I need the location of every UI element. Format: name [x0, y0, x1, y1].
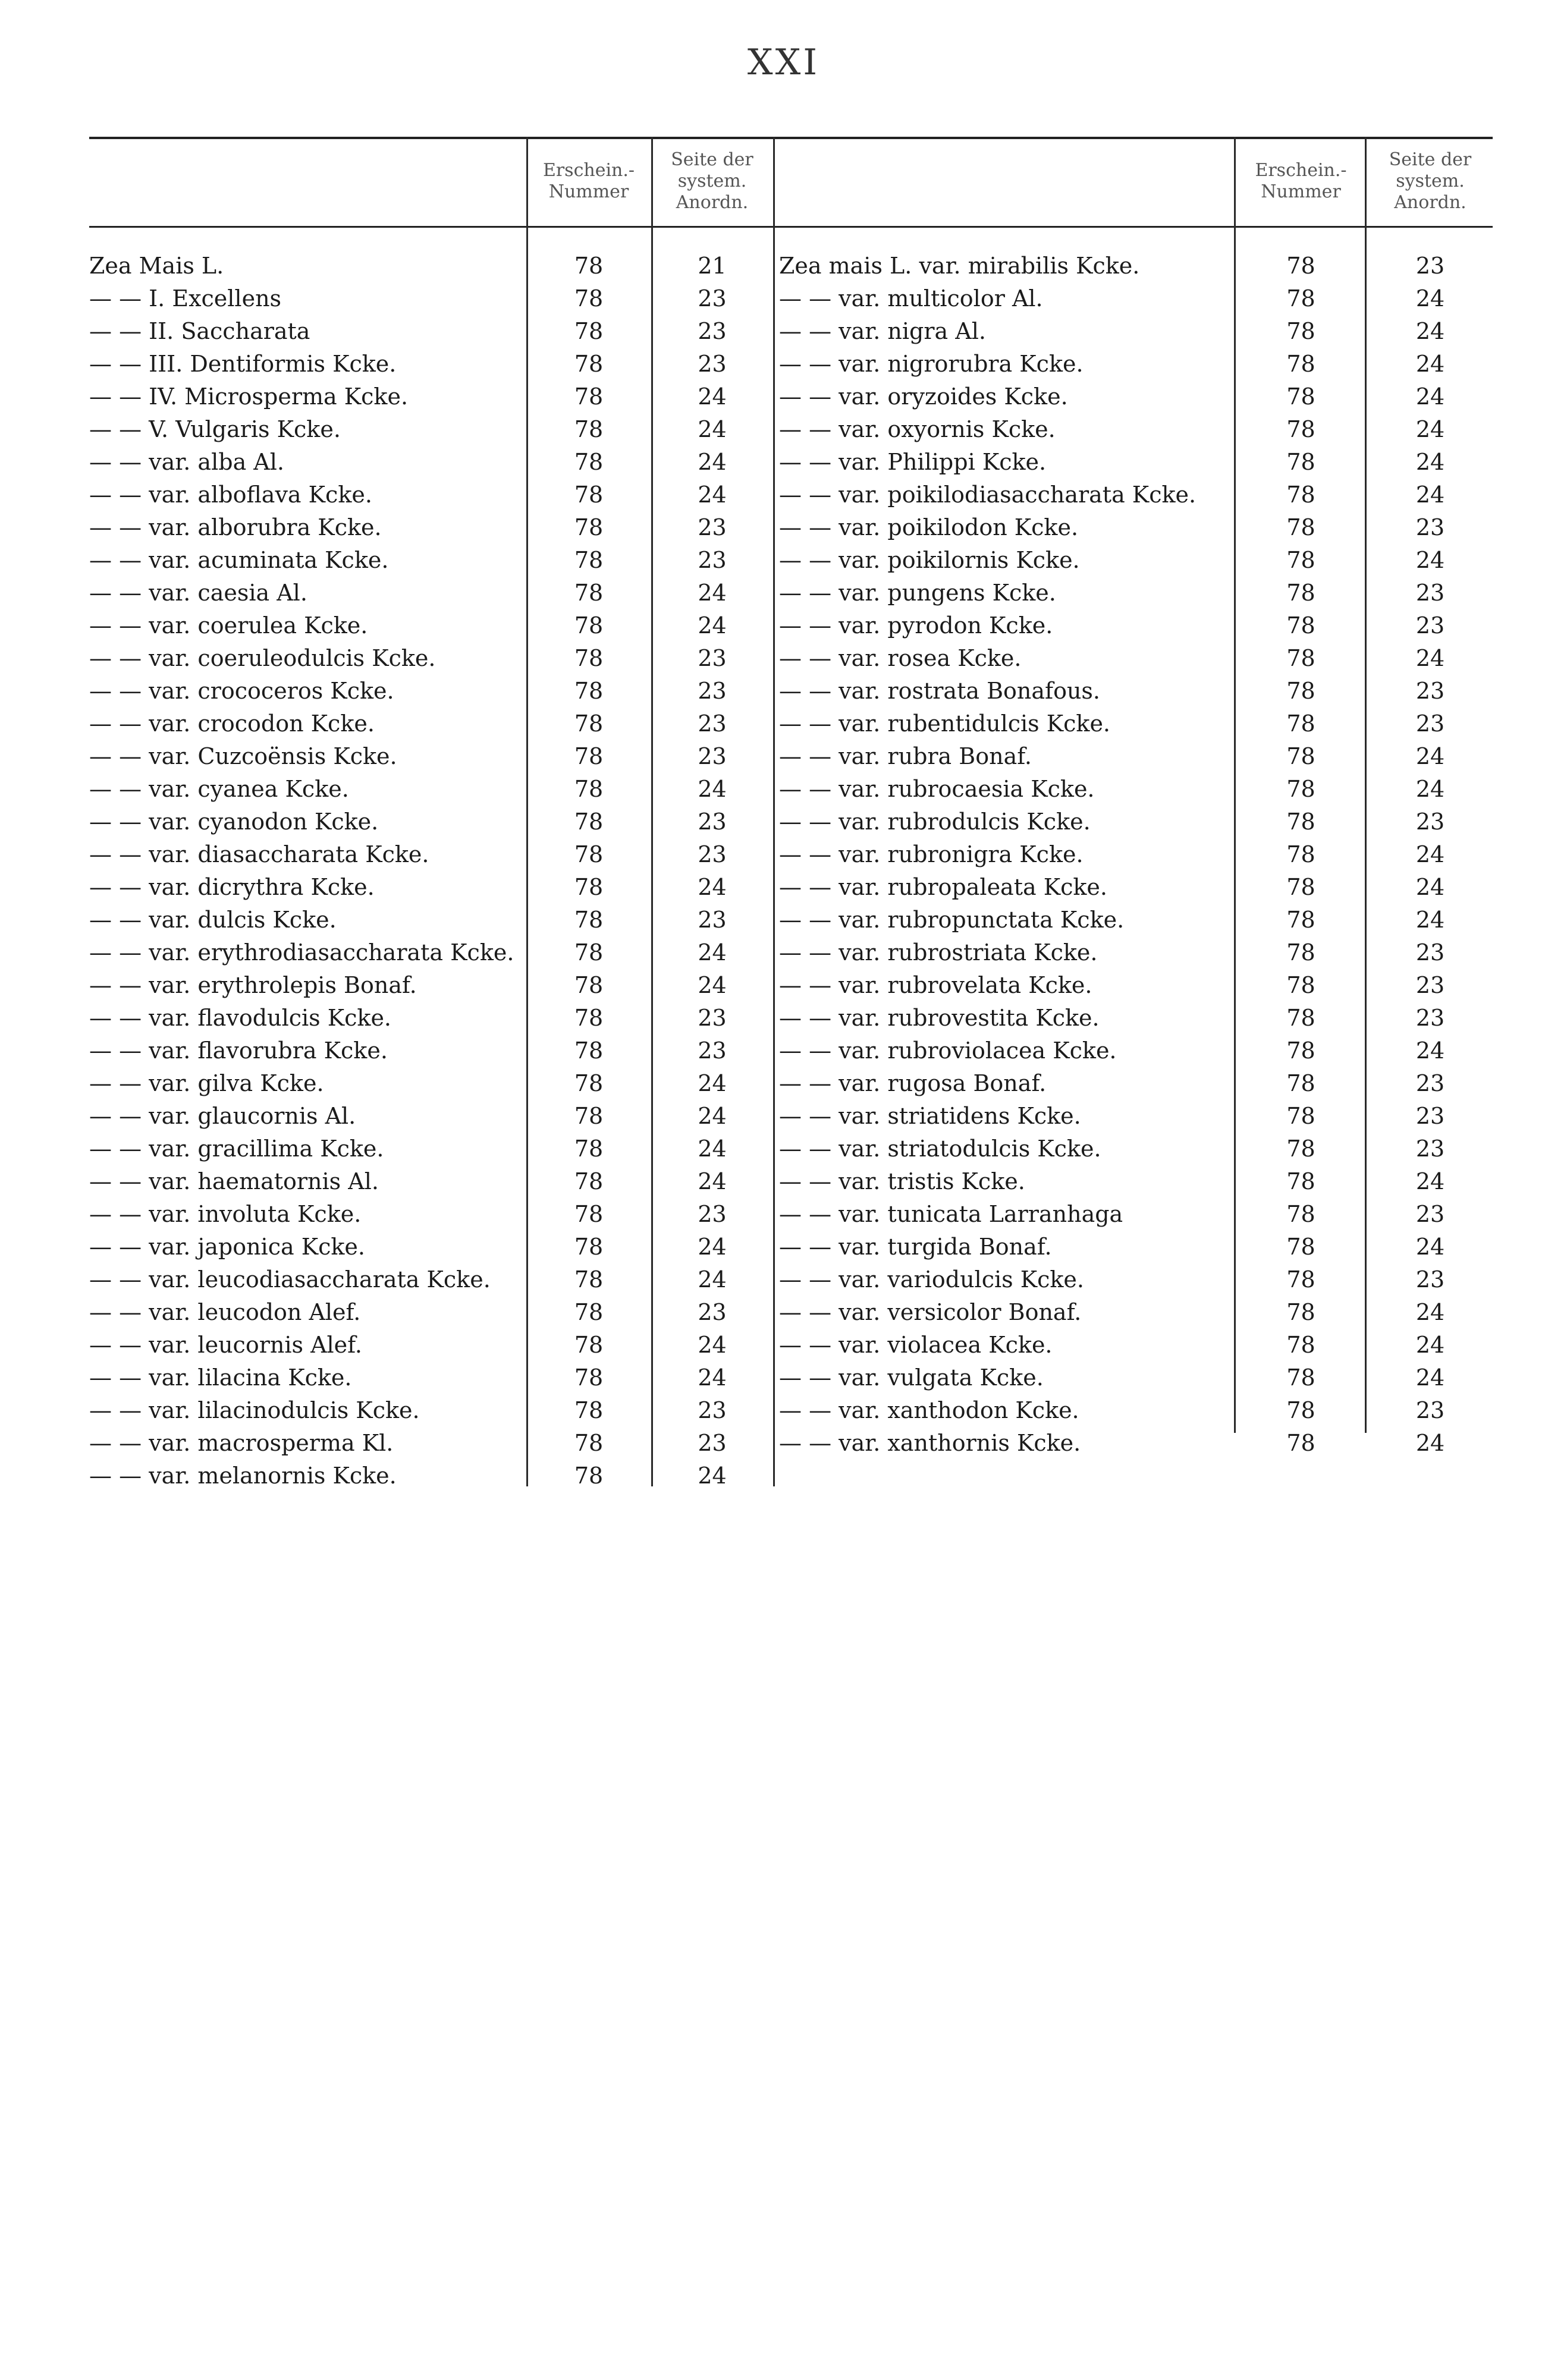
index-entry-page: 24	[698, 1070, 727, 1096]
index-entry-name: — — var. coerulea Kcke.	[89, 612, 368, 639]
index-entry-page: 23	[698, 318, 727, 344]
index-entry-page: 24	[698, 383, 727, 410]
index-entry-num: 78	[574, 547, 604, 573]
index-entry-page: 23	[1415, 1397, 1445, 1423]
divider-right-page	[1365, 137, 1367, 1433]
index-entry-name: — — var. xanthornis Kcke.	[779, 1430, 1081, 1456]
index-entry-num: 78	[574, 1299, 604, 1325]
index-entry-name: — — var. Cuzcoënsis Kcke.	[89, 743, 397, 769]
index-entry-page: 24	[1415, 416, 1445, 442]
index-entry-page: 24	[698, 416, 727, 442]
index-entry-page: 24	[698, 449, 727, 475]
index-entry-num: 78	[1286, 645, 1315, 671]
index-entry-name: — — var. xanthodon Kcke.	[779, 1397, 1079, 1423]
index-entry-name: — — var. erythrodiasaccharata Kcke.	[89, 939, 514, 966]
index-entry-page: 24	[698, 1136, 727, 1162]
index-entry-page: 23	[698, 678, 727, 704]
index-entry-name: — — var. haematornis Al.	[89, 1168, 379, 1194]
index-entry-name: — — var. poikilornis Kcke.	[779, 547, 1080, 573]
header-seite-left: Seite der system. Anordn.	[671, 149, 753, 213]
index-entry-page: 24	[1415, 547, 1445, 573]
index-entry-name: — — var. Philippi Kcke.	[779, 449, 1047, 475]
index-entry-name: — — var. nigra Al.	[779, 318, 986, 344]
index-table	[89, 137, 1493, 1489]
index-entry-name: — — I. Excellens	[89, 285, 282, 312]
index-entry-name: Zea Mais L.	[89, 253, 224, 279]
index-entry-name: — — II. Saccharata	[89, 318, 310, 344]
header-seite-right: Seite der system. Anordn.	[1389, 149, 1472, 213]
header-rule	[89, 226, 1493, 228]
index-entry-name: — — var. versicolor Bonaf.	[779, 1299, 1082, 1325]
index-entry-num: 78	[574, 1397, 604, 1423]
index-entry-num: 78	[574, 1266, 604, 1293]
index-entry-page: 24	[698, 1332, 727, 1358]
index-entry-page: 23	[1415, 972, 1445, 998]
index-entry-name: — — var. gilva Kcke.	[89, 1070, 324, 1096]
index-entry-page: 24	[1415, 841, 1445, 867]
index-entry-num: 78	[1286, 482, 1315, 508]
index-entry-num: 78	[574, 1463, 604, 1489]
index-entry-page: 24	[1415, 383, 1445, 410]
index-entry-name: — — var. rostrata Bonafous.	[779, 678, 1100, 704]
index-entry-num: 78	[574, 1430, 604, 1456]
index-entry-page: 23	[698, 1299, 727, 1325]
index-entry-page: 24	[698, 939, 727, 966]
index-entry-name: — — var. poikilodiasaccharata Kcke.	[779, 482, 1197, 508]
index-entry-num: 78	[574, 612, 604, 639]
index-entry-num: 78	[1286, 743, 1315, 769]
index-entry-page: 24	[1415, 1234, 1445, 1260]
index-entry-num: 78	[574, 482, 604, 508]
index-entry-name: — — var. violacea Kcke.	[779, 1332, 1053, 1358]
index-entry-name: — — var. rubrocaesia Kcke.	[779, 776, 1095, 802]
index-entry-page: 23	[698, 809, 727, 835]
index-entry-num: 78	[574, 449, 604, 475]
index-entry-num: 78	[1286, 1136, 1315, 1162]
index-entry-num: 78	[574, 253, 604, 279]
index-entry-num: 78	[574, 1070, 604, 1096]
index-entry-name: — — var. rubronigra Kcke.	[779, 841, 1084, 867]
index-entry-page: 23	[1415, 1136, 1445, 1162]
header-erschein-left: Erschein.-Nummer	[542, 160, 635, 202]
page-number: XXI	[747, 42, 820, 83]
index-entry-num: 78	[574, 1005, 604, 1031]
index-entry-num: 78	[1286, 1430, 1315, 1456]
index-entry-page: 24	[1415, 1430, 1445, 1456]
index-entry-num: 78	[1286, 1299, 1315, 1325]
index-entry-name: — — var. rugosa Bonaf.	[779, 1070, 1047, 1096]
index-entry-page: 24	[698, 1266, 727, 1293]
index-entry-num: 78	[574, 1136, 604, 1162]
index-entry-name: — — IV. Microsperma Kcke.	[89, 383, 409, 410]
index-entry-num: 78	[1286, 1103, 1315, 1129]
index-entry-name: — — var. gracillima Kcke.	[89, 1136, 384, 1162]
index-entry-num: 78	[1286, 1365, 1315, 1391]
index-entry-num: 78	[1286, 612, 1315, 639]
index-entry-num: 78	[574, 1332, 604, 1358]
index-entry-name: — — var. melanornis Kcke.	[89, 1463, 397, 1489]
index-entry-num: 78	[574, 1234, 604, 1260]
index-entry-page: 23	[1415, 1070, 1445, 1096]
index-entry-num: 78	[1286, 1397, 1315, 1423]
index-entry-num: 78	[1286, 907, 1315, 933]
index-entry-name: — — var. rubrovelata Kcke.	[779, 972, 1092, 998]
index-entry-name: — — V. Vulgaris Kcke.	[89, 416, 341, 442]
index-entry-name: — — var. pungens Kcke.	[779, 580, 1056, 606]
index-entry-name: — — var. crocodon Kcke.	[89, 710, 375, 737]
index-entry-num: 78	[574, 1037, 604, 1064]
index-entry-name: — — var. nigrorubra Kcke.	[779, 351, 1084, 377]
index-entry-page: 24	[698, 1234, 727, 1260]
index-entry-name: — — var. poikilodon Kcke.	[779, 514, 1079, 540]
index-entry-page: 24	[1415, 776, 1445, 802]
index-entry-page: 24	[698, 482, 727, 508]
index-entry-page: 24	[1415, 874, 1445, 900]
index-entry-num: 78	[1286, 841, 1315, 867]
index-entry-num: 78	[1286, 1005, 1315, 1031]
index-entry-page: 23	[698, 547, 727, 573]
index-entry-page: 23	[1415, 1266, 1445, 1293]
index-entry-name: — — var. erythrolepis Bonaf.	[89, 972, 417, 998]
index-entry-name: — — var. rubroviolacea Kcke.	[779, 1037, 1117, 1064]
index-entry-name: — — var. rubrostriata Kcke.	[779, 939, 1098, 966]
index-entry-name: — — var. cyanea Kcke.	[89, 776, 349, 802]
index-entry-page: 24	[1415, 1332, 1445, 1358]
index-entry-page: 23	[698, 285, 727, 312]
index-entry-num: 78	[574, 1365, 604, 1391]
index-entry-num: 78	[574, 972, 604, 998]
index-entry-page: 24	[698, 580, 727, 606]
divider-left-num	[526, 137, 528, 1486]
index-entry-page: 24	[698, 874, 727, 900]
index-entry-name: — — III. Dentiformis Kcke.	[89, 351, 397, 377]
index-entry-page: 23	[698, 1037, 727, 1064]
index-entry-num: 78	[1286, 1332, 1315, 1358]
index-entry-page: 23	[1415, 253, 1445, 279]
index-entry-name: — — var. cyanodon Kcke.	[89, 809, 379, 835]
index-entry-num: 78	[1286, 449, 1315, 475]
index-entry-num: 78	[1286, 972, 1315, 998]
index-entry-page: 24	[1415, 743, 1445, 769]
index-entry-page: 23	[1415, 514, 1445, 540]
index-entry-name: — — var. rubra Bonaf.	[779, 743, 1032, 769]
index-entry-num: 78	[574, 939, 604, 966]
index-entry-num: 78	[574, 416, 604, 442]
index-entry-page: 24	[1415, 1168, 1445, 1194]
index-entry-page: 24	[1415, 351, 1445, 377]
index-entry-name: — — var. vulgata Kcke.	[779, 1365, 1044, 1391]
index-entry-num: 78	[1286, 351, 1315, 377]
index-entry-name: — — var. variodulcis Kcke.	[779, 1266, 1084, 1293]
index-entry-num: 78	[1286, 710, 1315, 737]
index-entry-page: 23	[698, 351, 727, 377]
index-entry-page: 23	[1415, 678, 1445, 704]
index-entry-page: 21	[698, 253, 727, 279]
index-entry-page: 23	[1415, 612, 1445, 639]
index-entry-num: 78	[1286, 678, 1315, 704]
index-entry-page: 23	[698, 907, 727, 933]
index-entry-page: 24	[698, 1365, 727, 1391]
index-entry-num: 78	[574, 907, 604, 933]
index-entry-num: 78	[1286, 939, 1315, 966]
index-entry-page: 24	[1415, 318, 1445, 344]
index-entry-num: 78	[574, 809, 604, 835]
index-entry-name: — — var. oryzoides Kcke.	[779, 383, 1068, 410]
index-entry-name: — — var. involuta Kcke.	[89, 1201, 362, 1227]
index-entry-name: — — var. leucodiasaccharata Kcke.	[89, 1266, 491, 1293]
index-entry-num: 78	[1286, 809, 1315, 835]
index-entry-num: 78	[574, 776, 604, 802]
index-entry-name: — — var. multicolor Al.	[779, 285, 1043, 312]
index-entry-name: — — var. acuminata Kcke.	[89, 547, 389, 573]
index-entry-page: 23	[698, 1430, 727, 1456]
index-entry-page: 23	[1415, 710, 1445, 737]
index-entry-num: 78	[574, 285, 604, 312]
index-entry-page: 24	[1415, 285, 1445, 312]
index-entry-num: 78	[574, 710, 604, 737]
index-entry-page: 23	[698, 514, 727, 540]
index-entry-name: — — var. japonica Kcke.	[89, 1234, 365, 1260]
index-entry-num: 78	[574, 383, 604, 410]
index-entry-page: 24	[1415, 1299, 1445, 1325]
index-entry-num: 78	[1286, 1266, 1315, 1293]
index-entry-num: 78	[574, 318, 604, 344]
index-entry-page: 23	[698, 1201, 727, 1227]
index-entry-name: — — var. flavorubra Kcke.	[89, 1037, 388, 1064]
index-entry-name: — — var. rubrodulcis Kcke.	[779, 809, 1091, 835]
divider-right-num	[1234, 137, 1236, 1433]
index-entry-page: 23	[698, 1005, 727, 1031]
index-entry-name: — — var. rubropaleata Kcke.	[779, 874, 1107, 900]
index-entry-page: 24	[1415, 449, 1445, 475]
index-entry-page: 24	[698, 972, 727, 998]
index-entry-name: — — var. dicrythra Kcke.	[89, 874, 375, 900]
index-entry-page: 24	[698, 1168, 727, 1194]
index-entry-num: 78	[1286, 776, 1315, 802]
index-entry-page: 24	[1415, 907, 1445, 933]
index-entry-name: — — var. coeruleodulcis Kcke.	[89, 645, 436, 671]
index-entry-name: — — var. leucodon Alef.	[89, 1299, 361, 1325]
index-entry-page: 23	[1415, 809, 1445, 835]
index-entry-name: — — var. tunicata Larranhaga	[779, 1201, 1123, 1227]
index-entry-name: — — var. turgida Bonaf.	[779, 1234, 1052, 1260]
index-entry-num: 78	[1286, 547, 1315, 573]
index-entry-num: 78	[1286, 383, 1315, 410]
index-entry-num: 78	[574, 514, 604, 540]
index-entry-num: 78	[1286, 416, 1315, 442]
index-entry-page: 24	[698, 776, 727, 802]
index-entry-page: 23	[698, 841, 727, 867]
index-entry-page: 23	[1415, 1005, 1445, 1031]
index-entry-page: 24	[1415, 482, 1445, 508]
index-entry-name: — — var. rubentidulcis Kcke.	[779, 710, 1111, 737]
index-entry-page: 24	[1415, 1037, 1445, 1064]
index-entry-page: 24	[698, 1103, 727, 1129]
index-entry-name: — — var. lilacina Kcke.	[89, 1365, 352, 1391]
index-entry-name: — — var. macrosperma Kl.	[89, 1430, 394, 1456]
index-entry-name: — — var. oxyornis Kcke.	[779, 416, 1056, 442]
index-entry-num: 78	[574, 1168, 604, 1194]
index-entry-num: 78	[1286, 1168, 1315, 1194]
index-entry-num: 78	[574, 678, 604, 704]
index-entry-num: 78	[1286, 1234, 1315, 1260]
index-entry-num: 78	[574, 1201, 604, 1227]
index-entry-page: 23	[698, 645, 727, 671]
index-entry-num: 78	[574, 1103, 604, 1129]
index-entry-num: 78	[1286, 1037, 1315, 1064]
divider-left-page	[651, 137, 653, 1486]
index-entry-num: 78	[1286, 874, 1315, 900]
index-entry-name: — — var. striatodulcis Kcke.	[779, 1136, 1101, 1162]
divider-center	[773, 137, 775, 1486]
index-entry-num: 78	[574, 580, 604, 606]
index-entry-num: 78	[1286, 253, 1315, 279]
index-entry-name: — — var. crococeros Kcke.	[89, 678, 394, 704]
index-entry-num: 78	[1286, 1070, 1315, 1096]
header-erschein-right: Erschein.-Nummer	[1255, 160, 1347, 202]
index-entry-name: — — var. glaucornis Al.	[89, 1103, 356, 1129]
index-entry-page: 23	[1415, 939, 1445, 966]
index-entry-page: 23	[698, 710, 727, 737]
index-entry-num: 78	[1286, 1201, 1315, 1227]
index-entry-name: — — var. rubrovestita Kcke.	[779, 1005, 1100, 1031]
index-entry-page: 23	[1415, 1103, 1445, 1129]
index-entry-name: Zea mais L. var. mirabilis Kcke.	[779, 253, 1140, 279]
index-entry-page: 23	[698, 743, 727, 769]
index-entry-num: 78	[574, 351, 604, 377]
index-entry-name: — — var. alboflava Kcke.	[89, 482, 372, 508]
index-entry-name: — — var. leucornis Alef.	[89, 1332, 362, 1358]
index-entry-page: 24	[1415, 1365, 1445, 1391]
index-entry-page: 24	[698, 1463, 727, 1489]
index-entry-num: 78	[1286, 285, 1315, 312]
index-entry-num: 78	[574, 874, 604, 900]
index-entry-num: 78	[1286, 318, 1315, 344]
index-entry-name: — — var. striatidens Kcke.	[779, 1103, 1081, 1129]
index-entry-page: 23	[1415, 1201, 1445, 1227]
index-entry-page: 24	[1415, 645, 1445, 671]
index-entry-name: — — var. rosea Kcke.	[779, 645, 1022, 671]
index-entry-num: 78	[574, 743, 604, 769]
index-entry-num: 78	[1286, 514, 1315, 540]
index-entry-name: — — var. dulcis Kcke.	[89, 907, 337, 933]
index-entry-name: — — var. diasaccharata Kcke.	[89, 841, 429, 867]
index-entry-page: 23	[1415, 580, 1445, 606]
index-entry-name: — — var. lilacinodulcis Kcke.	[89, 1397, 420, 1423]
index-entry-name: — — var. alba Al.	[89, 449, 284, 475]
index-entry-name: — — var. flavodulcis Kcke.	[89, 1005, 392, 1031]
index-entry-num: 78	[1286, 580, 1315, 606]
index-entry-name: — — var. rubropunctata Kcke.	[779, 907, 1125, 933]
index-entry-num: 78	[574, 645, 604, 671]
index-entry-name: — — var. tristis Kcke.	[779, 1168, 1025, 1194]
index-entry-num: 78	[574, 841, 604, 867]
index-entry-name: — — var. pyrodon Kcke.	[779, 612, 1053, 639]
index-entry-name: — — var. caesia Al.	[89, 580, 307, 606]
index-entry-page: 23	[698, 1397, 727, 1423]
index-entry-page: 24	[698, 612, 727, 639]
index-entry-name: — — var. alborubra Kcke.	[89, 514, 382, 540]
